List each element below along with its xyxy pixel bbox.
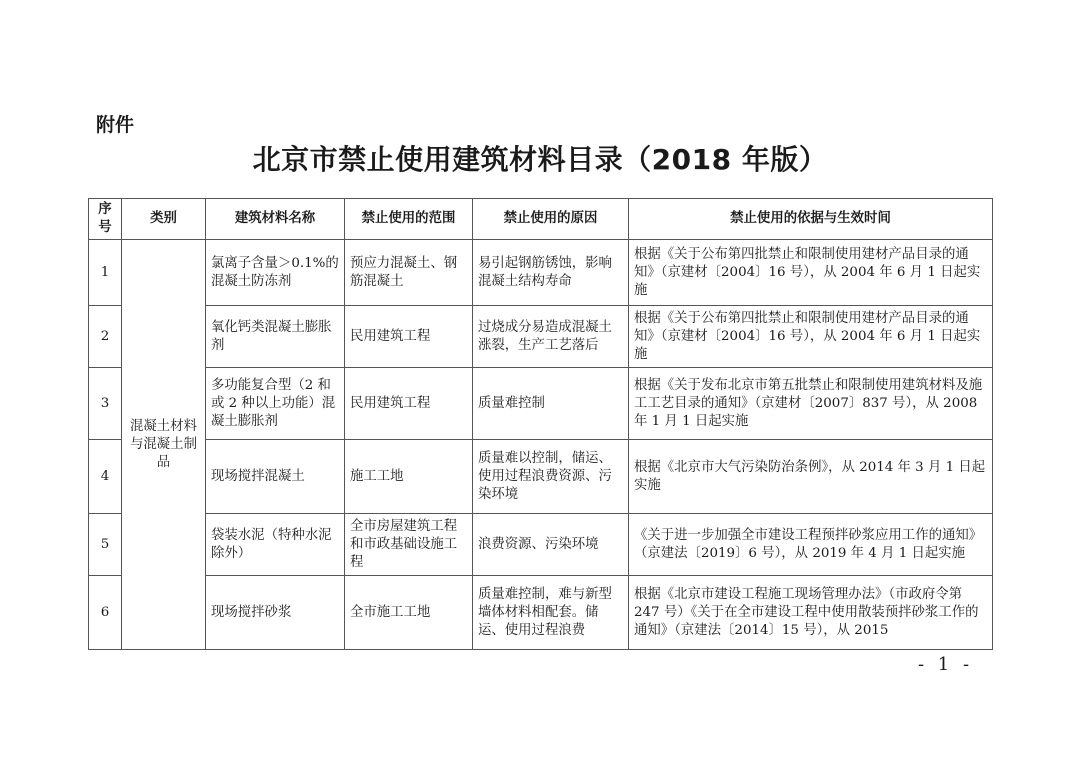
table-header-row (89, 199, 993, 240)
header-material-name: 建筑材料名称 (206, 199, 345, 240)
reason-cell: 质量难控制，难与新型墙体材料相配套。储运、使用过程浪费 (473, 576, 629, 650)
banned-materials-table (88, 198, 993, 650)
header-scope: 禁止使用的范围 (345, 199, 473, 240)
table-row (89, 514, 993, 576)
header-basis: 禁止使用的依据与生效时间 (629, 199, 993, 240)
table-row (89, 240, 993, 306)
reason-cell: 浪费资源、污染环境 (473, 514, 629, 576)
material-name: 现场搅拌砂浆 (206, 576, 345, 650)
table-row (89, 306, 993, 368)
row-number: 6 (89, 576, 122, 650)
header-reason: 禁止使用的原因 (473, 199, 629, 240)
row-number: 2 (89, 306, 122, 368)
material-name: 多功能复合型（2 和或 2 种以上功能）混凝土膨胀剂 (206, 368, 345, 440)
material-name: 氯离子含量＞0.1%的混凝土防冻剂 (206, 240, 345, 306)
category-cell: 混凝土材料与混凝土制品 (122, 240, 206, 650)
scope-cell: 施工工地 (345, 440, 473, 514)
reason-cell: 质量难控制 (473, 368, 629, 440)
basis-cell: 根据《关于公布第四批禁止和限制使用建材产品目录的通知》（京建材〔2004〕16 号），从 2004 年 6 月 1 日起实施 (629, 240, 993, 306)
row-number: 3 (89, 368, 122, 440)
table-row (89, 440, 993, 514)
scope-cell: 民用建筑工程 (345, 368, 473, 440)
table-row (89, 368, 993, 440)
attachment-label: 附件 (96, 114, 135, 136)
row-number: 5 (89, 514, 122, 576)
basis-cell: 根据《北京市大气污染防治条例》，从 2014 年 3 月 1 日起实施 (629, 440, 993, 514)
reason-cell: 质量难以控制，储运、使用过程浪费资源、污染环境 (473, 440, 629, 514)
basis-cell: 《关于进一步加强全市建设工程预拌砂浆应用工作的通知》（京建法〔2019〕6 号），从 2019 年 4 月 1 日起实施 (629, 514, 993, 576)
basis-cell: 根据《关于公布第四批禁止和限制使用建材产品目录的通知》（京建材〔2004〕16 号），从 2004 年 6 月 1 日起实施 (629, 306, 993, 368)
material-name: 袋装水泥（特种水泥除外） (206, 514, 345, 576)
header-no: 序号 (89, 199, 122, 240)
table-row (89, 576, 993, 650)
reason-cell: 易引起钢筋锈蚀，影响混凝土结构寿命 (473, 240, 629, 306)
document-title: 北京市禁止使用建筑材料目录（2018 年版） (252, 143, 828, 176)
scope-cell: 民用建筑工程 (345, 306, 473, 368)
reason-cell: 过烧成分易造成混凝土涨裂，生产工艺落后 (473, 306, 629, 368)
row-number: 1 (89, 240, 122, 306)
basis-cell: 根据《关于发布北京市第五批禁止和限制使用建筑材料及施工工艺目录的通知》（京建材〔2007〕837 号），从 2008 年 1 月 1 日起实施 (629, 368, 993, 440)
material-name: 氧化钙类混凝土膨胀剂 (206, 306, 345, 368)
material-name: 现场搅拌混凝土 (206, 440, 345, 514)
scope-cell: 预应力混凝土、钢筋混凝土 (345, 240, 473, 306)
header-category: 类别 (122, 199, 206, 240)
basis-cell: 根据《北京市建设工程施工现场管理办法》（市政府令第 247 号）《关于在全市建设工程中使用散装预拌砂浆工作的通知》（京建法〔2014〕15 号），从 2015 (629, 576, 993, 650)
page-number: - 1 - (918, 654, 974, 675)
scope-cell: 全市施工工地 (345, 576, 473, 650)
scope-cell: 全市房屋建筑工程和市政基础设施工程 (345, 514, 473, 576)
row-number: 4 (89, 440, 122, 514)
